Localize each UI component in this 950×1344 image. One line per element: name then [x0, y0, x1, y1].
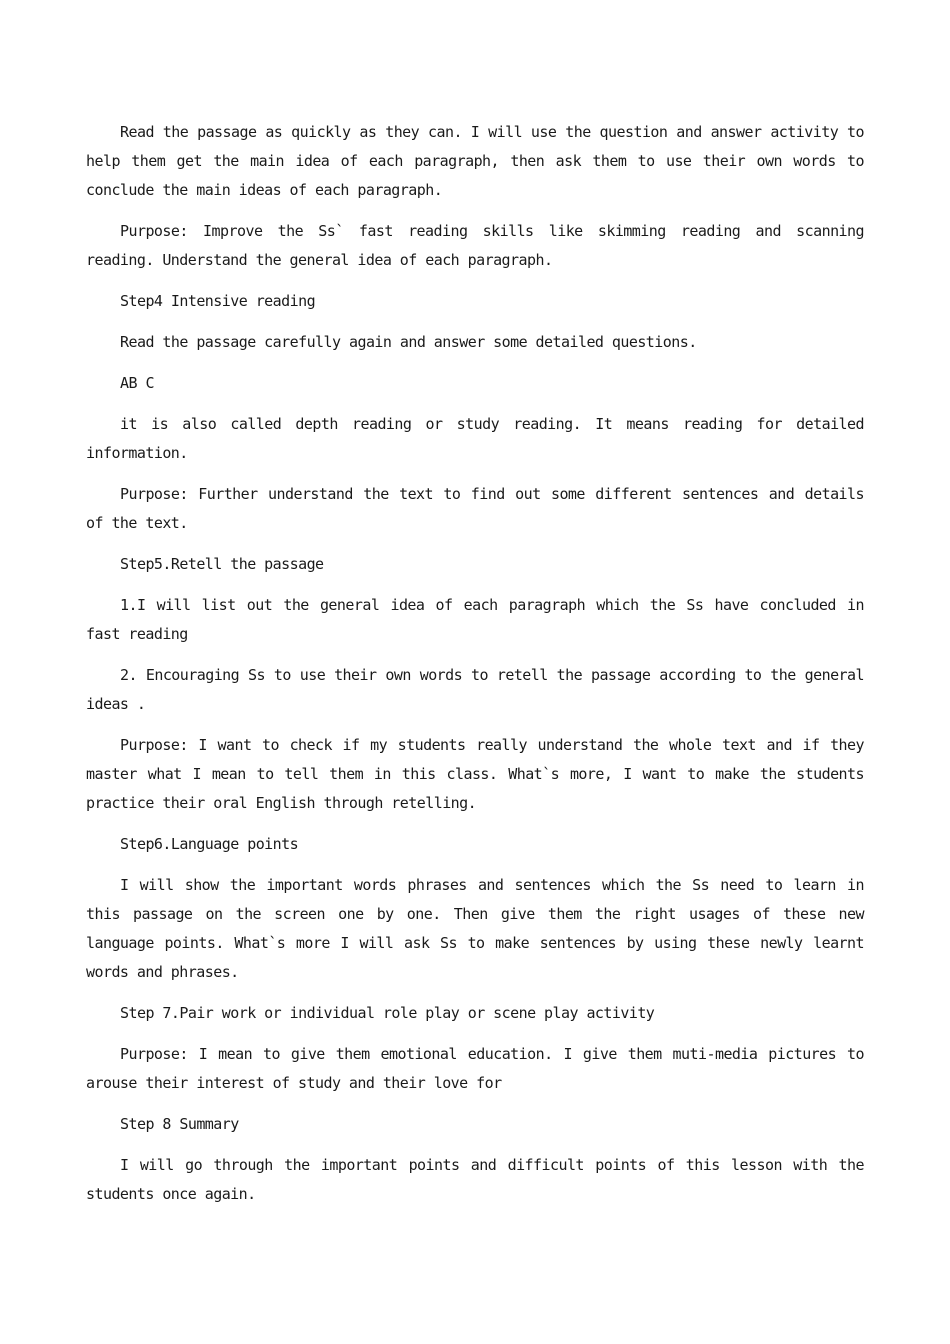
paragraph-retell-2: 2. Encouraging Ss to use their own words to retell the passage according to the general ideas .	[86, 666, 864, 713]
document-page	[86, 118, 864, 1221]
paragraph-abc: AB C	[120, 374, 154, 392]
paragraph-purpose-retell: Purpose: I want to check if my students really understand the whole text and if they master what I mean to tell them in this class. What`s more, I want to make the students practice their oral English through retelling.	[86, 736, 864, 812]
paragraph-purpose-fast-reading: Purpose: Improve the Ss` fast reading skills like skimming reading and scanning reading. Understand the general idea of each paragraph.	[86, 222, 864, 269]
heading-step4: Step4 Intensive reading	[120, 292, 316, 310]
paragraph-depth-reading: it is also called depth reading or study reading. It means reading for detailed information.	[86, 415, 864, 462]
heading-step7: Step 7.Pair work or individual role play or scene play activity	[120, 1004, 655, 1022]
heading-step5: Step5.Retell the passage	[120, 555, 324, 573]
paragraph-language-points: I will show the important words phrases and sentences which the Ss need to learn in this passage on the screen one by one. Then give them the right usages of these new language points. What`s more I will ask Ss to make sentences by using these newly learnt words and phrases.	[86, 876, 864, 981]
heading-step6: Step6.Language points	[120, 835, 299, 853]
paragraph-summary: I will go through the important points and difficult points of this lesson with the students once again.	[86, 1156, 864, 1203]
paragraph-purpose-emotional: Purpose: I mean to give them emotional education. I give them muti-media pictures to arouse their interest of study and their love for	[86, 1045, 864, 1092]
paragraph-purpose-intensive: Purpose: Further understand the text to find out some different sentences and details of the text.	[86, 485, 864, 532]
paragraph-retell-1: 1.I will list out the general idea of each paragraph which the Ss have concluded in fast reading	[86, 596, 864, 643]
paragraph-intensive-instruction: Read the passage carefully again and answer some detailed questions.	[120, 333, 697, 351]
paragraph-fast-reading: Read the passage as quickly as they can. I will use the question and answer activity to help them get the main idea of each paragraph, then ask them to use their own words to conclude the main ideas of each paragraph.	[86, 123, 864, 199]
heading-step8: Step 8 Summary	[120, 1115, 239, 1133]
